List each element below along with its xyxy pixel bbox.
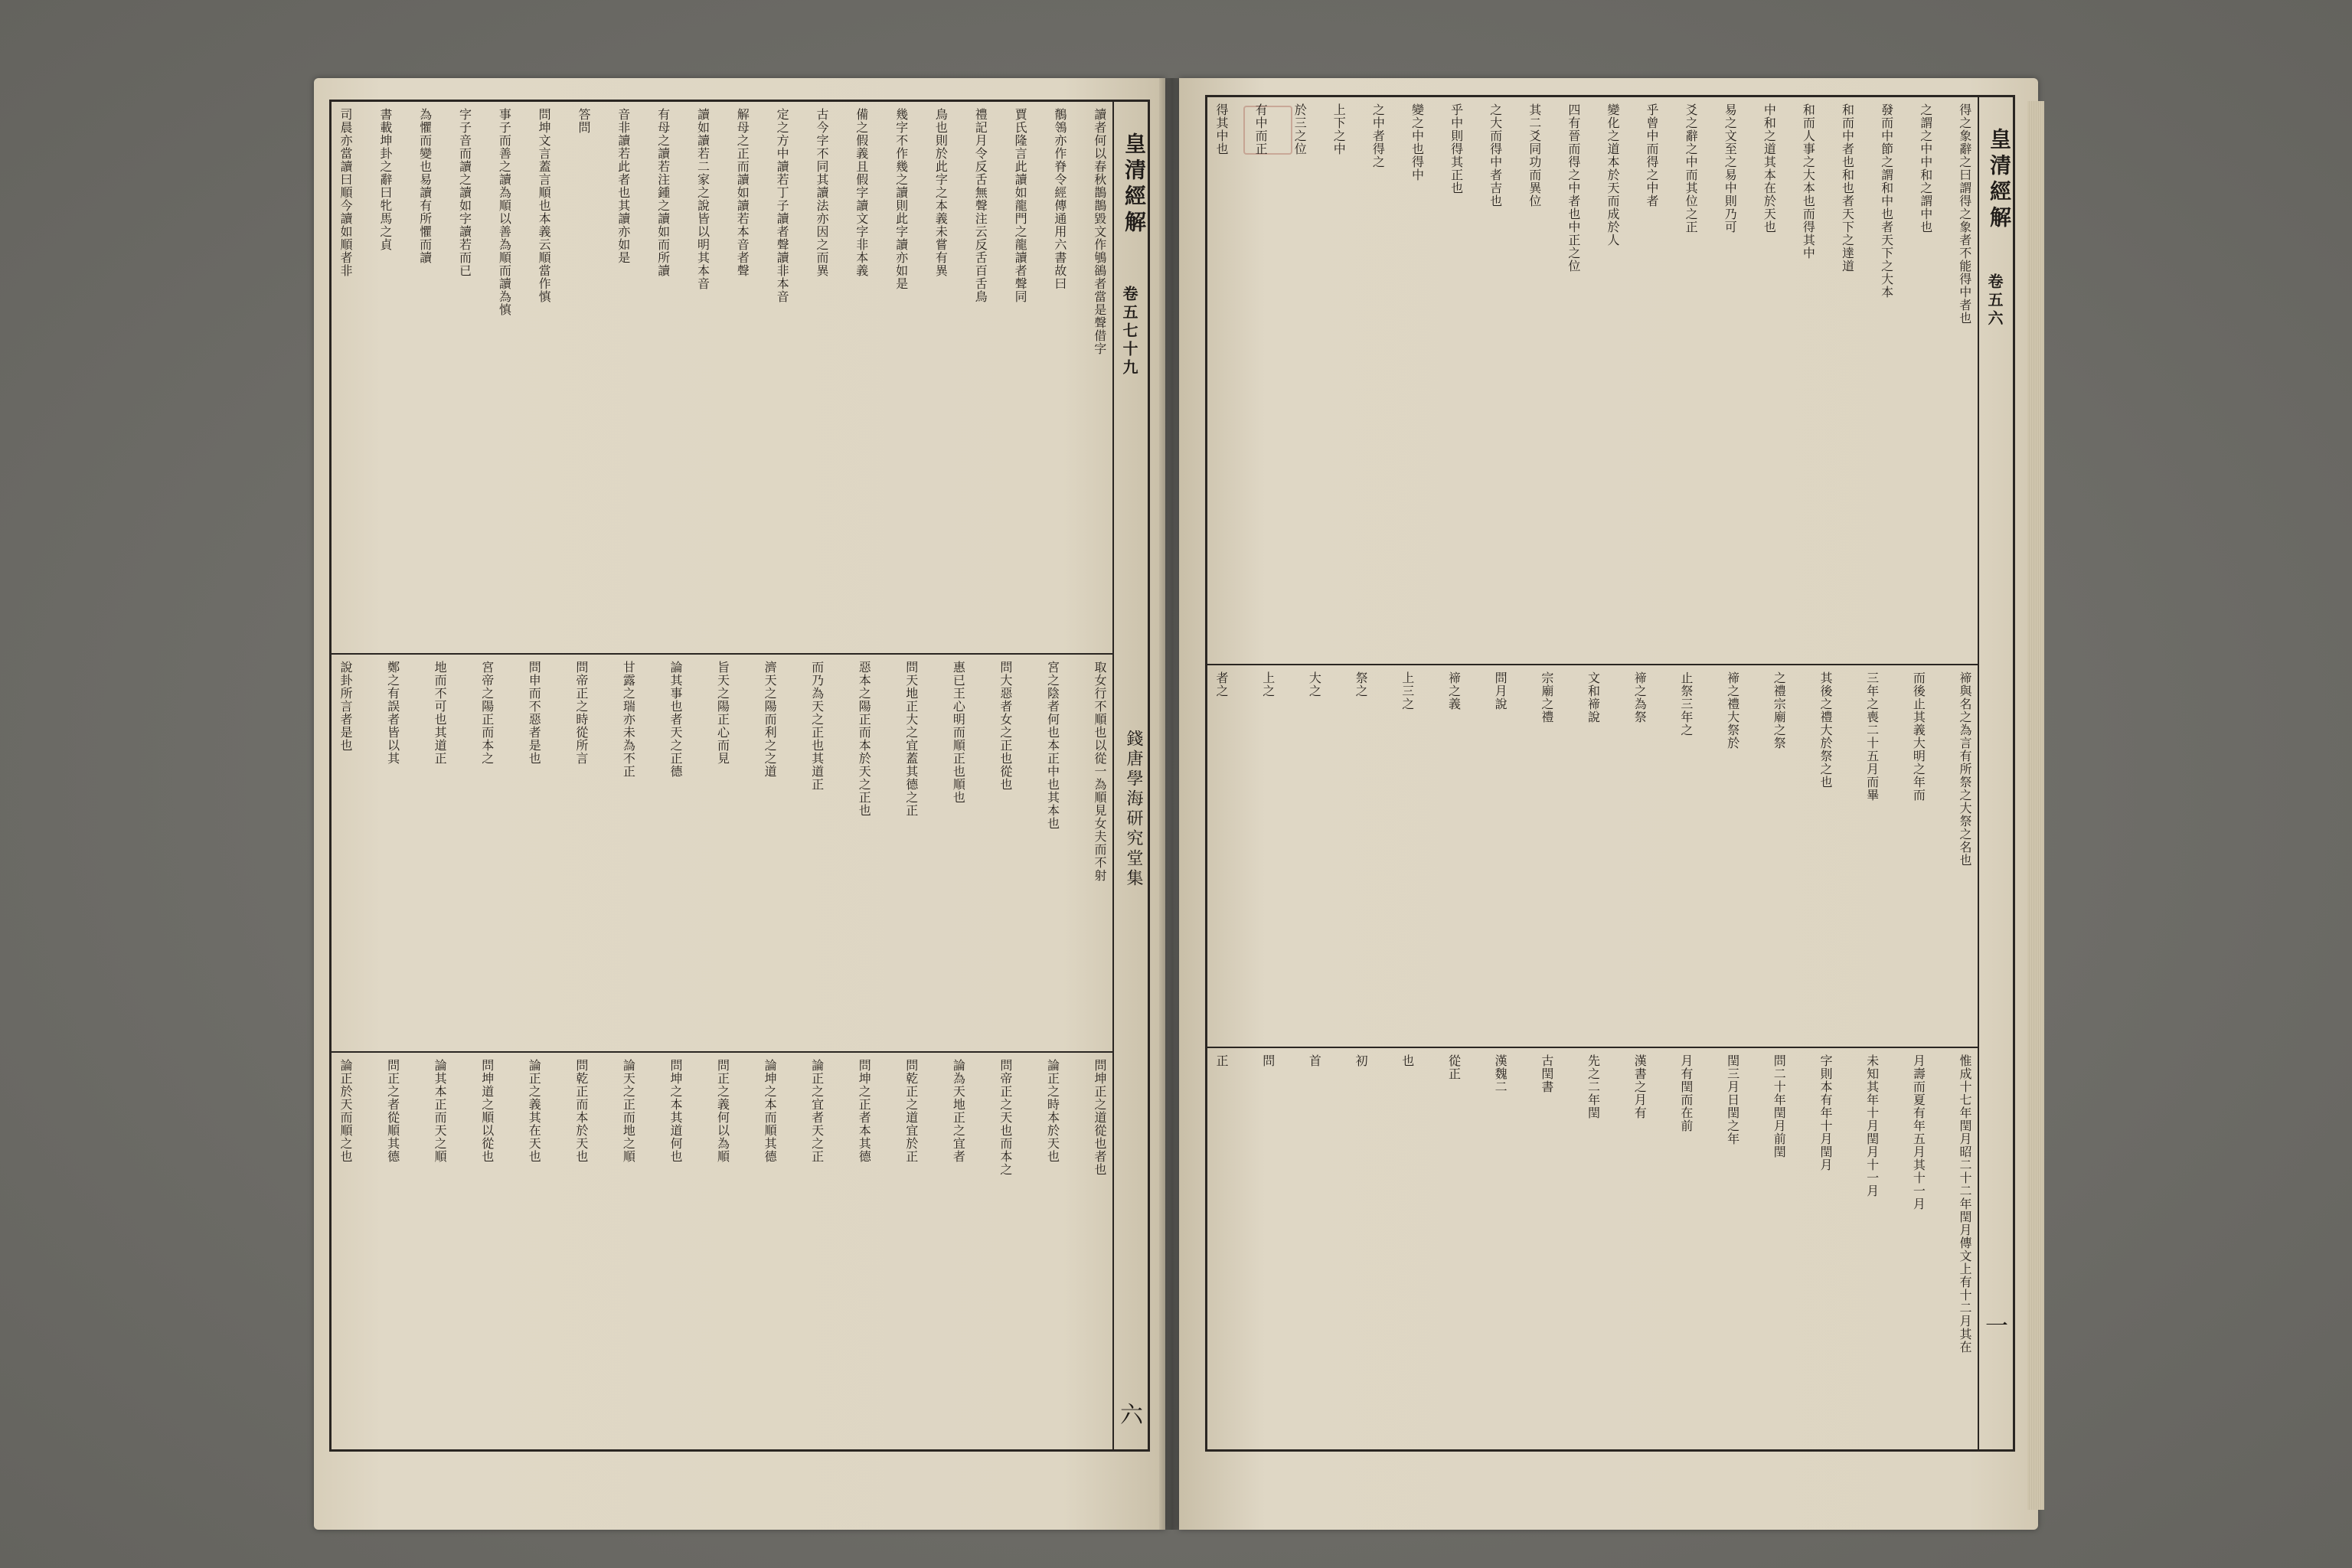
- right-mid-col-10: 宗廟之禮: [1539, 671, 1554, 724]
- left-upper-divider: [332, 653, 1114, 655]
- left-low-col-13: 論正之義其在天也: [527, 1059, 542, 1163]
- left-col-17: 字子音而讀之讀如字讀若而已: [457, 108, 472, 277]
- right-mid-col-14: 祭之: [1354, 671, 1369, 697]
- right-mid-col-5: 之禮宗廟之祭: [1772, 671, 1787, 750]
- left-low-col-16: 問正之者從順其德: [385, 1059, 400, 1163]
- right-upper-divider: [1207, 664, 1979, 665]
- left-col-7: 備之假義且假字讀文字非本義: [854, 108, 869, 277]
- right-col-8: 爻之辭之中而其位之正: [1684, 103, 1699, 234]
- right-mid-col-17: 者之: [1214, 671, 1229, 697]
- left-mid-col-6: 惡本之陽正而本於天之正也: [857, 661, 872, 817]
- right-col-4: 和而中者也和也者天下之達道: [1840, 103, 1855, 273]
- right-col-1: 得之象辭之曰謂得之象者不能得中者也: [1957, 103, 1972, 325]
- right-low-col-14: 初: [1354, 1054, 1369, 1067]
- right-low-col-4: 字則本有年十月閏月: [1818, 1054, 1833, 1171]
- left-mid-col-11: 甘露之瑞亦未為不正: [621, 661, 636, 778]
- right-lower-text-block: [1214, 1054, 1973, 1437]
- left-col-8: 古今字不同其讀法亦因之而異: [814, 108, 829, 277]
- left-publisher-label: 錢唐學海研究堂集: [1124, 730, 1143, 889]
- left-col-10: 解母之正而讀如讀若本音者聲: [735, 108, 750, 277]
- left-col-12: 有母之讀若注鍾之讀如而所讀: [655, 108, 671, 277]
- right-low-col-9: 先之二年閏: [1586, 1054, 1601, 1119]
- right-upper-text-block: [1214, 103, 1973, 658]
- right-col-13: 之大而得中者吉也: [1488, 103, 1503, 207]
- right-col-20: 得其中也: [1214, 103, 1229, 155]
- page-edge-stack: [2027, 101, 2044, 1510]
- right-mid-col-15: 大之: [1307, 671, 1322, 697]
- right-col-7: 易之文至之易中則乃可: [1723, 103, 1738, 234]
- right-low-col-11: 漢魏二: [1493, 1054, 1508, 1093]
- right-col-5: 和而人事之大本也而得其中: [1801, 103, 1816, 260]
- left-low-col-7: 論正之宜者天之正: [809, 1059, 825, 1163]
- left-col-13: 音非讀若此者也其讀亦如是: [616, 108, 631, 264]
- right-mid-col-7: 止祭三年之: [1678, 671, 1694, 737]
- right-book-title: 皇清經解: [1987, 128, 2012, 232]
- left-low-col-4: 論為天地正之宜者: [951, 1059, 966, 1163]
- left-col-9: 定之方中讀若丁子讀者聲讀非本音: [775, 108, 790, 303]
- right-col-19: 有中而正: [1253, 103, 1269, 155]
- left-margin-column: [1112, 102, 1148, 1449]
- right-page: [1179, 78, 2038, 1530]
- right-lower-divider: [1207, 1047, 1979, 1048]
- right-margin-column: [1978, 97, 2013, 1449]
- left-low-col-8: 論坤之本而順其德: [763, 1059, 778, 1163]
- right-mid-col-16: 上之: [1260, 671, 1276, 697]
- right-page-frame: [1205, 95, 2015, 1452]
- left-col-15: 問坤文言蓋言順也本義云順當作慎: [537, 108, 552, 303]
- left-mid-col-5: 問天地正大之宜蓋其德之正: [903, 661, 919, 817]
- left-mid-col-14: 宮帝之陽正而本之: [479, 661, 495, 765]
- left-low-col-5: 問乾正之道宜於正: [903, 1059, 919, 1163]
- right-mid-col-1: 禘與名之為言有所祭之大祭之名也: [1958, 671, 1972, 867]
- left-mid-col-16: 鄭之有誤者皆以其: [385, 661, 400, 765]
- right-low-col-1: 惟成十七年閏月昭二十二年閏月傳文上有十二月其在: [1958, 1054, 1972, 1354]
- right-col-17: 上下之中: [1331, 103, 1347, 155]
- right-mid-col-12: 禘之義: [1446, 671, 1462, 710]
- left-mid-col-1: 取女行不順也以從一為順見女夫而不射: [1093, 661, 1107, 882]
- left-low-col-6: 問坤之正者本其德: [857, 1059, 872, 1163]
- left-col-14: 答問: [576, 108, 591, 134]
- left-low-col-3: 問帝正之天也而本之: [998, 1059, 1013, 1176]
- right-middle-text-block: [1214, 671, 1973, 1039]
- right-low-col-12: 從正: [1446, 1054, 1462, 1080]
- right-low-col-7: 月有閏而在前: [1678, 1054, 1694, 1132]
- left-page-frame: [329, 100, 1150, 1452]
- right-mid-col-9: 文和禘說: [1586, 671, 1601, 724]
- right-mid-col-2: 而後止其義大明之年而: [1911, 671, 1926, 802]
- right-low-col-6: 閏三月日閏之年: [1725, 1054, 1740, 1145]
- right-low-col-17: 正: [1214, 1054, 1229, 1067]
- right-low-col-3: 未知其年十月閏月十一月: [1864, 1054, 1880, 1197]
- left-col-16: 事子而善之讀為順以善為順而讀為慎: [497, 108, 512, 316]
- right-col-12: 其二爻同功而異位: [1527, 103, 1542, 207]
- right-col-11: 四有晉而得之中者也中正之位: [1566, 103, 1581, 273]
- left-mid-col-13: 問申而不惡者是也: [527, 661, 542, 765]
- left-low-col-9: 問正之義何以為順: [715, 1059, 730, 1163]
- right-low-col-8: 漢書之月有: [1632, 1054, 1648, 1119]
- left-low-col-11: 論天之正而地之順: [621, 1059, 636, 1163]
- right-mid-col-3: 三年之喪二十五月而畢: [1864, 671, 1880, 802]
- left-col-11: 讀如讀若二家之說皆以明其本音: [695, 108, 710, 290]
- left-mid-col-7: 而乃為天之正也其道正: [809, 661, 825, 791]
- left-col-3: 賈氏隆言此讀如龍門之龍讀者聲同: [1013, 108, 1028, 303]
- right-mid-col-4: 其後之禮大於祭之也: [1818, 671, 1833, 789]
- right-col-15: 變之中也得中: [1410, 103, 1425, 181]
- left-col-5: 鳥也則於此字之本義未嘗有異: [933, 108, 949, 277]
- left-page-number: 六: [1120, 1402, 1143, 1429]
- left-mid-col-15: 地而不可也其道正: [433, 661, 448, 765]
- left-col-20: 司晨亦當讀曰順今讀如順者非: [338, 108, 353, 277]
- left-low-col-15: 論其本正而天之順: [433, 1059, 448, 1163]
- left-low-col-2: 論正之時本於天也: [1045, 1059, 1060, 1163]
- right-low-col-10: 古閏書: [1539, 1054, 1554, 1093]
- right-mid-col-13: 上三之: [1400, 671, 1415, 710]
- left-lower-divider: [332, 1051, 1114, 1053]
- right-volume-label: 卷五六: [1985, 273, 2004, 328]
- left-low-col-10: 問坤之本其道何也: [668, 1059, 683, 1163]
- left-low-col-1: 問坤正之道從也者也: [1093, 1059, 1107, 1176]
- left-mid-col-2: 宮之陰者何也本正中也其本也: [1045, 661, 1060, 830]
- right-low-col-13: 也: [1400, 1054, 1415, 1067]
- left-mid-col-3: 問大惡者女之正也從也: [998, 661, 1013, 791]
- right-col-10: 變化之道本於天而成於人: [1605, 103, 1620, 247]
- left-lower-text-block: [338, 1059, 1108, 1442]
- right-col-14: 乎中則得其正也: [1449, 103, 1464, 194]
- right-low-col-15: 首: [1307, 1054, 1322, 1067]
- right-col-16: 之中者得之: [1370, 103, 1386, 168]
- right-col-3: 發而中節之謂和中也者天下之大本: [1879, 103, 1894, 299]
- left-col-18: 為懼而變也易讀有所懼而讀: [417, 108, 433, 264]
- right-mid-col-6: 禘之禮大祭於: [1725, 671, 1740, 750]
- left-mid-col-9: 旨天之陽正心而見: [715, 661, 730, 765]
- right-low-col-5: 問二十年閏月前閏: [1772, 1054, 1787, 1158]
- right-page-number: 一: [1985, 1313, 2008, 1340]
- left-volume-label: 卷五七十九: [1120, 286, 1138, 377]
- left-col-19: 書載坤卦之辭曰牝馬之貞: [377, 108, 393, 251]
- right-mid-col-8: 禘之為祭: [1632, 671, 1648, 724]
- left-low-col-17: 論正於天而順之也: [338, 1059, 353, 1163]
- left-low-col-14: 問坤道之順以從也: [479, 1059, 495, 1163]
- right-mid-col-11: 問月說: [1493, 671, 1508, 710]
- left-book-title: 皇清經解: [1122, 132, 1147, 237]
- right-col-6: 中和之道其本在於天也: [1762, 103, 1777, 234]
- right-col-9: 乎曾中而得之中者: [1645, 103, 1660, 207]
- left-mid-col-10: 論其事也者天之正德: [668, 661, 683, 778]
- right-col-18: 於三之位: [1292, 103, 1308, 155]
- left-upper-text-block: [338, 108, 1108, 647]
- left-col-2: 鶺鴒亦作脊令經傳通用六書故曰: [1052, 108, 1067, 290]
- left-col-1: 讀者何以春秋鵲鵲毀文作鴝鵒者當是聲借字: [1092, 108, 1107, 355]
- left-page: [314, 78, 1165, 1530]
- right-low-col-16: 問: [1260, 1054, 1276, 1067]
- left-middle-text-block: [338, 661, 1108, 1044]
- left-mid-col-12: 問帝正之時從所言: [573, 661, 589, 765]
- left-col-4: 禮記月令反舌無聲注云反舌百舌鳥: [973, 108, 988, 303]
- right-low-col-2: 月壽而夏有年五月其十一月: [1911, 1054, 1926, 1210]
- open-book: [314, 78, 2038, 1530]
- right-col-2: 之謂之中中和之謂中也: [1918, 103, 1933, 234]
- left-low-col-12: 問乾正而本於天也: [573, 1059, 589, 1163]
- left-mid-col-4: 惠已王心明而順正也順也: [951, 661, 966, 804]
- left-mid-col-17: 說卦所言者是也: [338, 661, 353, 752]
- left-mid-col-8: 濟天之陽而利之之道: [763, 661, 778, 778]
- left-col-6: 幾字不作幾之讀則此字讀亦如是: [893, 108, 909, 290]
